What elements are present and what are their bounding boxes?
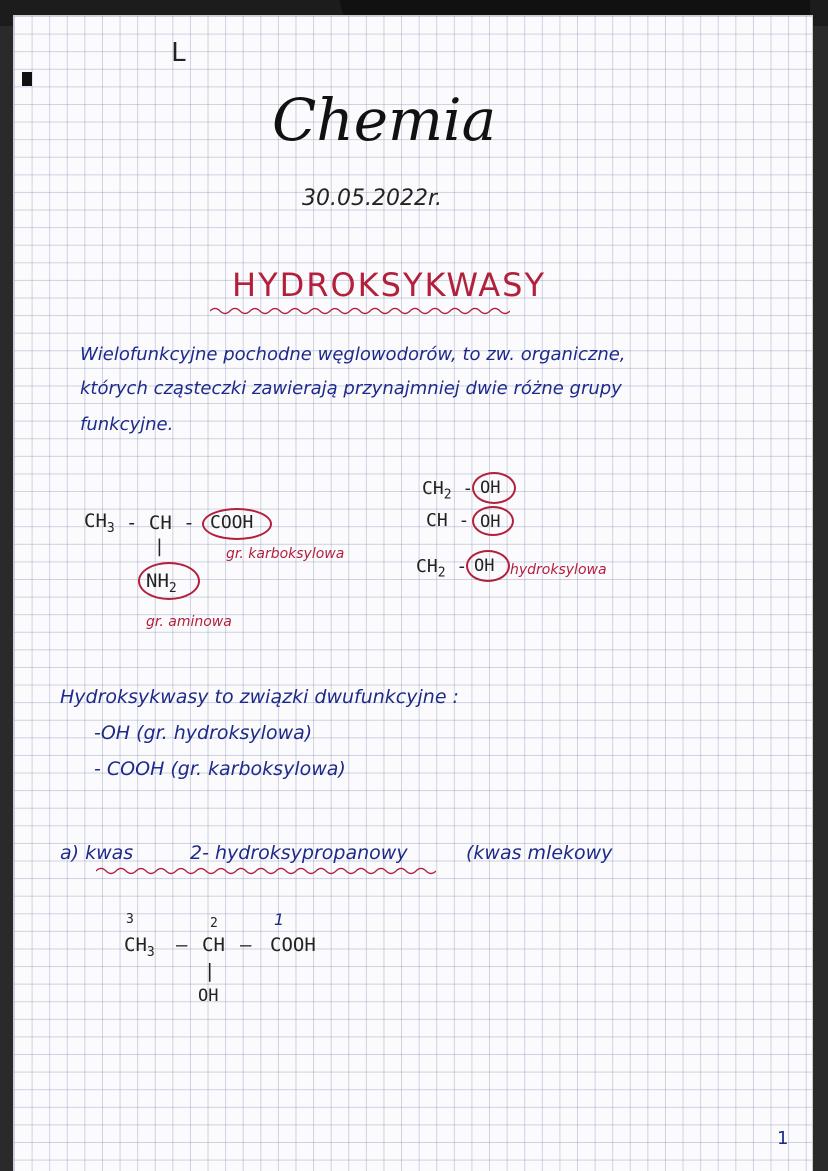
- ex2-row2-circle: [472, 506, 514, 536]
- ex1-bond: |: [154, 536, 165, 557]
- example-a-label: a) kwas: [60, 842, 134, 864]
- example-a-bond-2: —: [240, 934, 252, 956]
- notebook-page: [14, 16, 812, 1171]
- definition-line-3: funkcyjne.: [80, 414, 174, 435]
- definition-line-1: Wielofunkcyjne pochodne węglowodorów, to zw. organiczne,: [80, 344, 626, 365]
- carbon-number-1: 1: [274, 910, 285, 929]
- margin-mark: [22, 72, 32, 86]
- example-a-bond-1: –: [176, 934, 188, 956]
- example-a-ch3: $CH_3$: [124, 934, 155, 960]
- page-number: 1: [777, 1128, 789, 1149]
- ex2-row3-oh: OH: [474, 556, 495, 576]
- example-a-name: 2- hydroksypropanowy: [190, 842, 408, 864]
- section-heading: HYDROKSYKWASY: [232, 266, 546, 304]
- ex1-note-cooh: gr. karboksylowa: [226, 546, 345, 562]
- ex1-cooh: COOH: [210, 512, 254, 533]
- ex1-cooh-circle: [202, 508, 272, 540]
- ex1-chain: - CH -: [126, 512, 195, 534]
- ex2-row1-circle: [472, 472, 516, 504]
- hydroxyacids-group-2: - COOH (gr. karboksylowa): [94, 758, 346, 780]
- example-a-underline: [96, 866, 436, 876]
- ex1-nh2-circle: [138, 562, 200, 600]
- page-title: Chemia: [272, 86, 497, 154]
- ex1-note-nh2: gr. aminowa: [146, 614, 232, 630]
- example-a-cooh: COOH: [270, 934, 316, 956]
- ex2-row2: CH -: [426, 510, 470, 531]
- hydroxyacids-intro: Hydroksykwasy to związki dwufunkcyjne :: [60, 686, 459, 708]
- example-a-common-name: (kwas mlekowy: [466, 842, 613, 864]
- ex2-row1: $CH_2$ -: [422, 478, 474, 503]
- ex2-row3-circle: [466, 550, 510, 582]
- ex2-row1-oh: OH: [480, 478, 501, 498]
- carbon-number-3: 3: [126, 912, 134, 927]
- ex1-nh2: $NH_2$: [146, 570, 177, 596]
- page-date: 30.05.2022r.: [302, 186, 442, 211]
- example-a-ch: CH: [202, 934, 225, 956]
- hydroxyacids-group-1: -OH (gr. hydroksylowa): [94, 722, 313, 744]
- ex2-note: hydroksylowa: [510, 562, 607, 578]
- ex1-ch3: $CH_3$: [84, 510, 115, 536]
- carbon-number-2: 2: [210, 916, 218, 931]
- definition-line-2: których cząsteczki zawierają przynajmniej dwie różne grupy: [80, 378, 622, 399]
- corner-mark: L: [171, 38, 187, 68]
- ex2-row2-oh: OH: [480, 512, 501, 532]
- example-a-oh: OH: [198, 986, 219, 1006]
- heading-underline: [210, 306, 510, 316]
- ex2-row3: $CH_2$ -: [416, 556, 468, 581]
- example-a-bond-down: |: [204, 960, 216, 982]
